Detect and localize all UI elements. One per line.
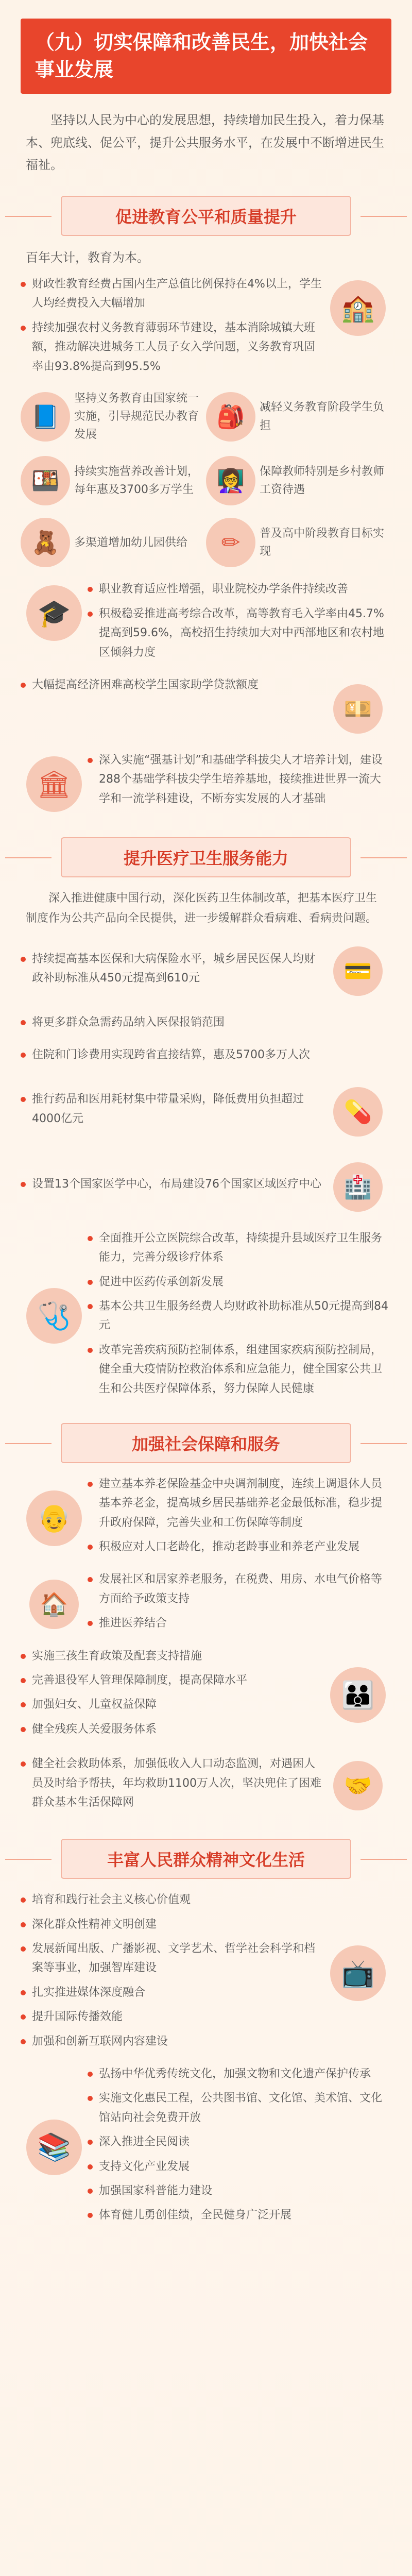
- bullet-dot: [88, 1304, 93, 1309]
- bullet-dot: [21, 1990, 26, 1995]
- list-item: 持续实施营养改善计划，每年惠及3700多万学生: [74, 465, 199, 497]
- bullet-dot: [88, 2096, 93, 2101]
- bullet-dot: [88, 1482, 93, 1487]
- list-item: 深化群众性精神文明创建: [32, 1918, 157, 1931]
- list-item: 坚持义务教育由国家统一实施，引导规范民办教育发展: [74, 392, 199, 442]
- list-item: 健全残疾人关爱服务体系: [32, 1722, 157, 1736]
- bullet-dot: [21, 1727, 26, 1732]
- bullet-dot: [88, 1280, 93, 1285]
- list-item: 积极应对人口老龄化，推动老龄事业和养老产业发展: [99, 1540, 360, 1554]
- bullet-dot: [21, 1654, 26, 1659]
- bullet-dot: [88, 1577, 93, 1582]
- bullet-dot: [21, 2039, 26, 2044]
- doctor-icon: 🩺: [26, 1288, 82, 1344]
- list-item: 住院和门诊费用实现跨省直接结算，惠及5700多万人次: [32, 1048, 310, 1062]
- bullet-dot: [21, 2014, 26, 2020]
- bullet-dot: [88, 1621, 93, 1626]
- section-head-medical: 提升医疗卫生服务能力: [61, 837, 351, 877]
- list-item: 发展新闻出版、广播影视、文学艺术、哲学社会科学和档案等事业，加强智库建设: [32, 1942, 316, 1975]
- bullet-dot: [21, 1020, 26, 1025]
- bullet-dot: [21, 1922, 26, 1927]
- pill-icon: 💊: [333, 1087, 383, 1137]
- list-item: 全面推开公立医院综合改革，持续提升县域医疗卫生服务能力，完善分级诊疗体系: [99, 1231, 383, 1264]
- bullet-dot: [88, 1236, 93, 1241]
- list-item: 健全社会救助体系，加强低收入人口动态监测，对遇困人员及时给予帮扶，年均救助1100万人次，坚决兜住了困难群众基本生活保障网: [32, 1757, 321, 1809]
- graduation-icon: 🎓: [26, 585, 82, 641]
- list-item: 加强妇女、儿童权益保障: [32, 1698, 157, 1711]
- list-item: 培育和践行社会主义核心价值观: [32, 1893, 191, 1907]
- list-item: 扎实推进媒体深度融合: [32, 1986, 146, 1999]
- bullet-dot: [21, 1097, 26, 1102]
- bullet-dot: [21, 1053, 26, 1058]
- section-head-social-security: 加强社会保障和服务: [61, 1423, 351, 1463]
- list-item: 财政性教育经费占国内生产总值比例保持在4%以上，学生人均经费投入大幅增加: [32, 277, 322, 310]
- list-item: 减轻义务教育阶段学生负担: [260, 401, 385, 432]
- bullet-dot: [21, 1678, 26, 1683]
- list-item: 加强和创新互联网内容建设: [32, 2035, 168, 2048]
- list-item: 实施三孩生育政策及配套支持措施: [32, 1649, 202, 1663]
- bullet-dot: [21, 683, 26, 688]
- home-care-icon: 🏠: [29, 1580, 79, 1629]
- list-item: 保障教师特别是乡村教师工资待遇: [260, 465, 385, 497]
- section-head-culture: 丰富人民群众精神文化生活: [61, 1839, 351, 1879]
- elderly-icon: 👴: [26, 1490, 82, 1546]
- list-item: 推进医养结合: [99, 1617, 167, 1630]
- meal-icon: 🍱: [21, 456, 70, 505]
- teacher-icon: 👩‍🏫: [206, 456, 255, 505]
- bullet-dot: [21, 1946, 26, 1952]
- bullet-dot: [88, 2072, 93, 2077]
- list-item: 普及高中阶段教育目标实现: [260, 527, 385, 558]
- bullet-dot: [21, 326, 26, 331]
- list-item: 发展社区和居家养老服务，在税费、用房、水电气价格等方面给予政策支持: [99, 1573, 383, 1605]
- bullet-dot: [21, 1182, 26, 1187]
- list-item: 建立基本养老保险基金中央调剂制度，连续上调退休人员基本养老金，提高城乡居民基础养老金最低标准，稳步提升政府保障，完善失业和工伤保障等制度: [99, 1477, 383, 1529]
- bullet-dot: [21, 1897, 26, 1903]
- list-item: 促进中医药传承创新发展: [99, 1275, 224, 1289]
- university-icon: 🏛: [26, 756, 82, 812]
- help-icon: 🤝: [333, 1761, 383, 1810]
- bullet-dot: [88, 1545, 93, 1550]
- bullet-dot: [21, 1702, 26, 1707]
- section-sub: 百年大计，教育为本。: [26, 250, 149, 265]
- list-item: 职业教育适应性增强，职业院校办学条件持续改善: [99, 583, 349, 596]
- section-paragraph: 深入推进健康中国行动，深化医药卫生体制改革，把基本医疗卫生制度作为公共产品向全民提供，进一步缓解群众看病难、看病贵问题。: [26, 892, 377, 925]
- list-item: 体育健儿勇创佳绩，全民健身广泛开展: [99, 2209, 292, 2222]
- bullet-dot: [88, 2164, 93, 2170]
- list-item: 持续提高基本医保和大病保险水平，城乡居民医保人均财政补助标准从450元提高到610元: [32, 952, 316, 985]
- bullet-dot: [88, 2140, 93, 2145]
- medical-card-icon: 💳: [333, 946, 383, 996]
- list-item: 支持文化产业发展: [99, 2160, 190, 2173]
- library-icon: 📚: [26, 2120, 82, 2175]
- book-icon: 📘: [21, 392, 70, 442]
- list-item: 持续加强农村义务教育薄弱环节建设，基本消除城镇大班额，推动解决进城务工人员子女入学问题，义务教育巩固率由93.8%提高到95.5%: [32, 321, 316, 373]
- bullet-dot: [88, 612, 93, 617]
- list-item: 积极稳妥推进高考综合改革，高等教育毛入学率由45.7%提高到59.6%，高校招生持续加大对中西部地区和农村地区倾斜力度: [99, 607, 384, 659]
- list-item: 实施文化惠民工程，公共图书馆、文化馆、美术馆、文化馆站向社会免费开放: [99, 2092, 383, 2124]
- list-item: 提升国际传播效能: [32, 2010, 123, 2024]
- bullet-dot: [21, 282, 26, 287]
- bullet-dot: [21, 1761, 26, 1767]
- list-item: 深入实施“强基计划”和基础学科拔尖人才培养计划，建设288个基础学科拔尖学生培养基地，接续推进世界一流大学和一流学科建设，不断夯实发展的人才基础: [99, 754, 383, 805]
- list-item: 多渠道增加幼儿园供给: [74, 536, 188, 549]
- list-item: 改革完善疾病预防控制体系，组建国家疾病预防控制局，健全重大疫情防控救治体系和应急能力，健全国家公共卫生和公共医疗保障体系，努力保障人民健康: [99, 1343, 383, 1395]
- school-icon: 🏫: [330, 280, 386, 336]
- list-item: 大幅提高经济困难高校学生国家助学贷款额度: [32, 679, 259, 692]
- loan-icon: 💴: [333, 684, 383, 734]
- list-item: 加强国家科普能力建设: [99, 2184, 213, 2197]
- bullet-dot: [88, 587, 93, 592]
- intro-text: 坚持以人民为中心的发展思想，持续增加民生投入，着力保基本、兜底线、促公平，提升公共服务水平，在发展中不断增进民生福祉。: [26, 113, 384, 172]
- student-icon: 🎒: [206, 392, 255, 442]
- list-item: 弘扬中华优秀传统文化，加强文物和文化遗产保护传承: [99, 2067, 371, 2080]
- page-title: （九）切实保障和改善民生，加快社会事业发展: [21, 19, 391, 94]
- list-item: 完善退役军人管理保障制度，提高保障水平: [32, 1674, 248, 1687]
- list-item: 深入推进全民阅读: [99, 2136, 190, 2149]
- list-item: 将更多群众急需药品纳入医保报销范围: [32, 1016, 225, 1029]
- kindergarten-icon: 🧸: [21, 518, 70, 567]
- bullet-dot: [88, 758, 93, 763]
- tv-icon: 📺: [330, 1945, 386, 2001]
- list-item: 推行药品和医用耗材集中带量采购，降低费用负担超过4000亿元: [32, 1093, 304, 1125]
- list-item: 基本公共卫生服务经费人均财政补助标准从50元提高到84元: [99, 1299, 388, 1332]
- bullet-dot: [21, 957, 26, 962]
- bullet-dot: [88, 1348, 93, 1353]
- pencil-icon: ✏: [206, 518, 255, 567]
- section-head-education: 促进教育公平和质量提升: [61, 196, 351, 236]
- bullet-dot: [88, 2189, 93, 2194]
- bullet-dot: [88, 2213, 93, 2218]
- family-icon: 👪: [330, 1667, 386, 1723]
- list-item: 设置13个国家医学中心，布局建设76个国家区域医疗中心: [32, 1178, 321, 1191]
- hospital-icon: 🏥: [333, 1162, 383, 1212]
